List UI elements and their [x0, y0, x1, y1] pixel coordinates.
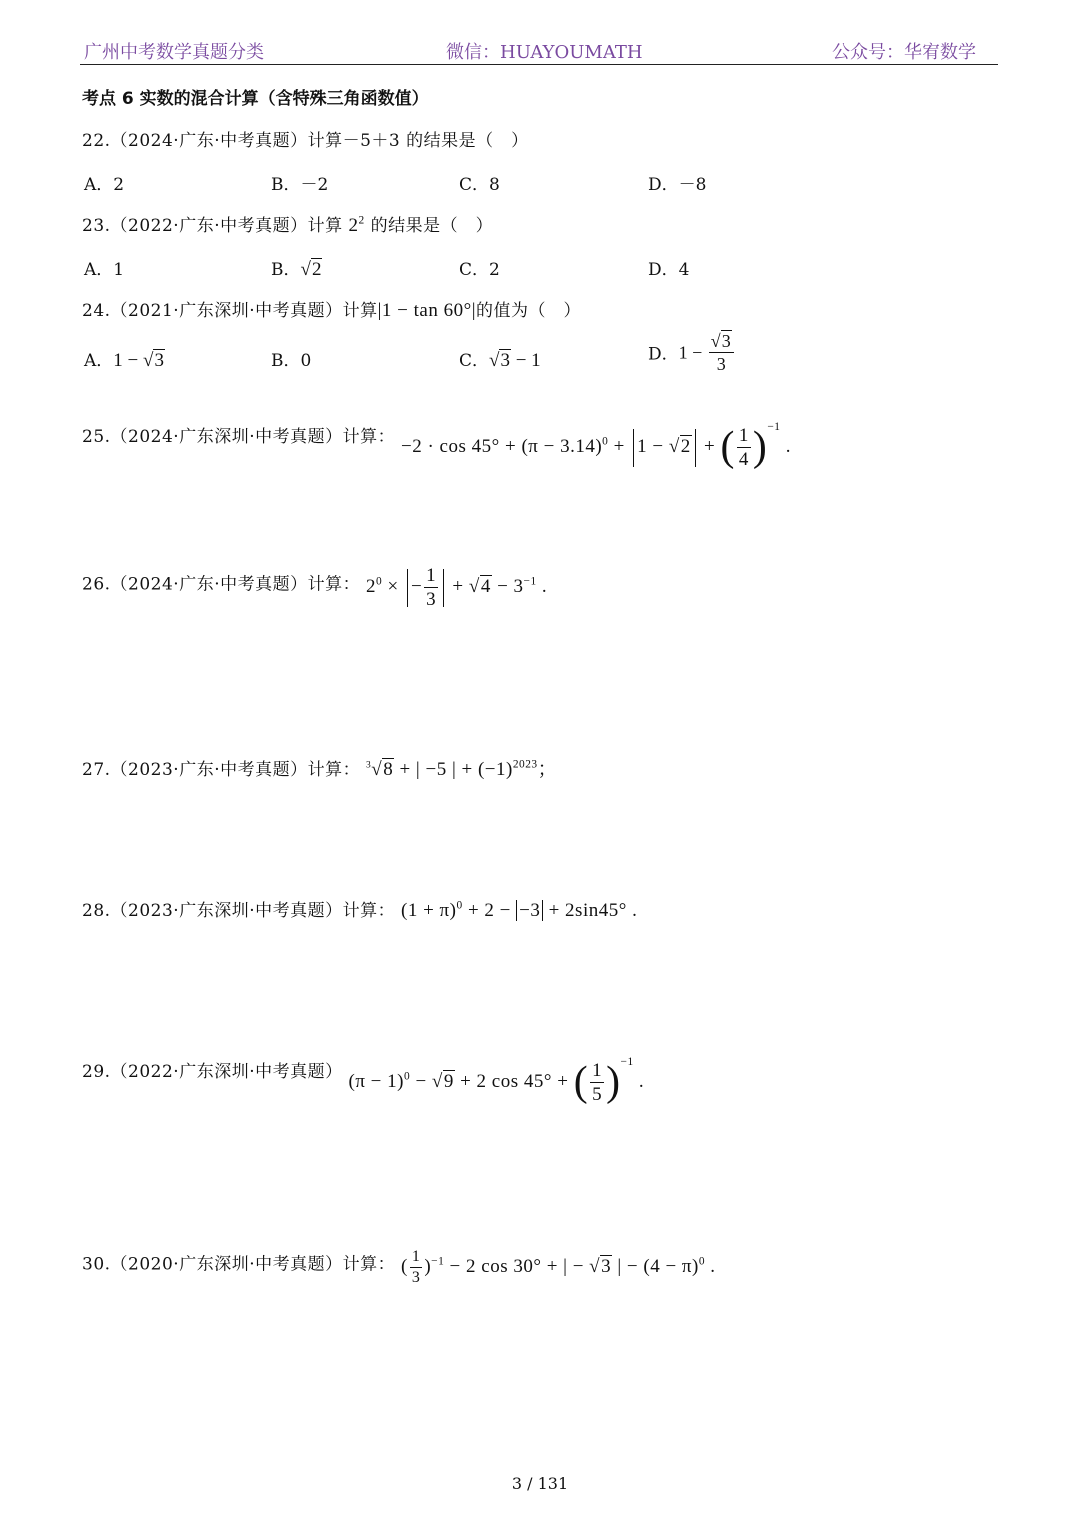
q22-option-a: A．2 — [84, 175, 125, 195]
q24-expression: |1 − tan 60°| — [377, 300, 476, 321]
question-23 — [82, 211, 493, 237]
question-25: 25.（2024·广东深圳·中考真题）计算： $-2 \cdot \cos 45^\circ + (\pi - 3.14)^0 + 1 - √2$ + ( $\frac{1}{4}$ )$^{-1}$ . — [82, 421, 791, 471]
q23-prefix: 23.（2022·广东·中考真题）计算 — [82, 216, 343, 236]
header-center: 微信：HUAYOUMATH — [446, 42, 643, 63]
q23-power: $2^2$ — [348, 214, 365, 236]
q23-option-a: A．1 — [84, 260, 125, 280]
question-26: 26.（2024·广东·中考真题）计算： $2^0$ × − $\frac{1}{3}$ + $√4 - 3^{-1}$ . — [82, 565, 548, 611]
section-title: 考点 6 实数的混合计算（含特殊三角函数值） — [82, 89, 429, 109]
q22-option-c: C．8 — [459, 175, 500, 195]
q22-option-d: D．－8 — [648, 175, 707, 195]
page-number: 3 / 131 — [511, 1474, 569, 1493]
q23-suffix: 的结果是（ ） — [370, 216, 494, 236]
question-22: 22.（2024·广东·中考真题）计算－5＋3 的结果是（ ） — [82, 131, 529, 151]
q22-option-b: B．－2 — [271, 175, 329, 195]
q23-option-c: C．2 — [459, 260, 500, 280]
question-29: 29.（2022·广东深圳·中考真题） $(\pi - 1)^0 - √9 + 2$ cos 45° + ( $\frac{1}{5}$ )$^{-1}$ . — [82, 1056, 645, 1106]
question-27: 27.（2023·广东·中考真题）计算： $^3$√8 + | −5 | + $(-1)^{2023}$； — [82, 758, 558, 780]
q30-expression: ( $\frac{1}{3}$ )$^{-1}$ − 2 cos 30° + | − √3 | − $(4 - \pi)^0$ . — [401, 1248, 716, 1287]
header-right: 公众号：华宥数学 — [832, 42, 976, 63]
q24-option-d: D．1 − $\frac{√3}{3}$ — [648, 332, 736, 373]
q26-expression: $2^0$ × − $\frac{1}{3}$ + $√4 - 3^{-1}$ . — [366, 565, 548, 611]
q23-option-d: D．4 — [648, 260, 690, 280]
question-30: 30.（2020·广东深圳·中考真题）计算： ( $\frac{1}{3}$ )$^{-1}$ − 2 cos 30° + | − √3 | − $(4 - \pi)^0$ . — [82, 1248, 716, 1287]
q24-option-a: A．1 − √3 — [84, 350, 164, 371]
q24-option-b: B．0 — [271, 351, 312, 371]
q24-option-c: C．√3 − 1 — [459, 350, 541, 371]
header-rule — [80, 64, 998, 65]
q29-expression: $(\pi - 1)^0 - √9 + 2$ cos 45° + ( $\frac{1}{5}$ )$^{-1}$ . — [348, 1056, 645, 1106]
question-24: 24.（2021·广东深圳·中考真题）计算|1 − tan 60°|的值为（ ） — [82, 300, 581, 321]
q28-expression: $(1 + \pi)^0 + 2 - -3 + 2\sin 45^\circ$ . — [401, 899, 638, 921]
q27-expression: $^3$√8 + | −5 | + $(-1)^{2023}$； — [366, 758, 558, 780]
header-left: 广州中考数学真题分类 — [84, 42, 264, 63]
q25-expression: $-2 \cdot \cos 45^\circ + (\pi - 3.14)^0 + 1 - √2$ + ( $\frac{1}{4}$ )$^{-1}$ . — [401, 421, 791, 471]
q23-option-b: B．√2 — [271, 259, 322, 280]
question-28: 28.（2023·广东深圳·中考真题）计算： $(1 + \pi)^0 + 2 - -3 + 2\sin 45^\circ$ . — [82, 899, 638, 921]
